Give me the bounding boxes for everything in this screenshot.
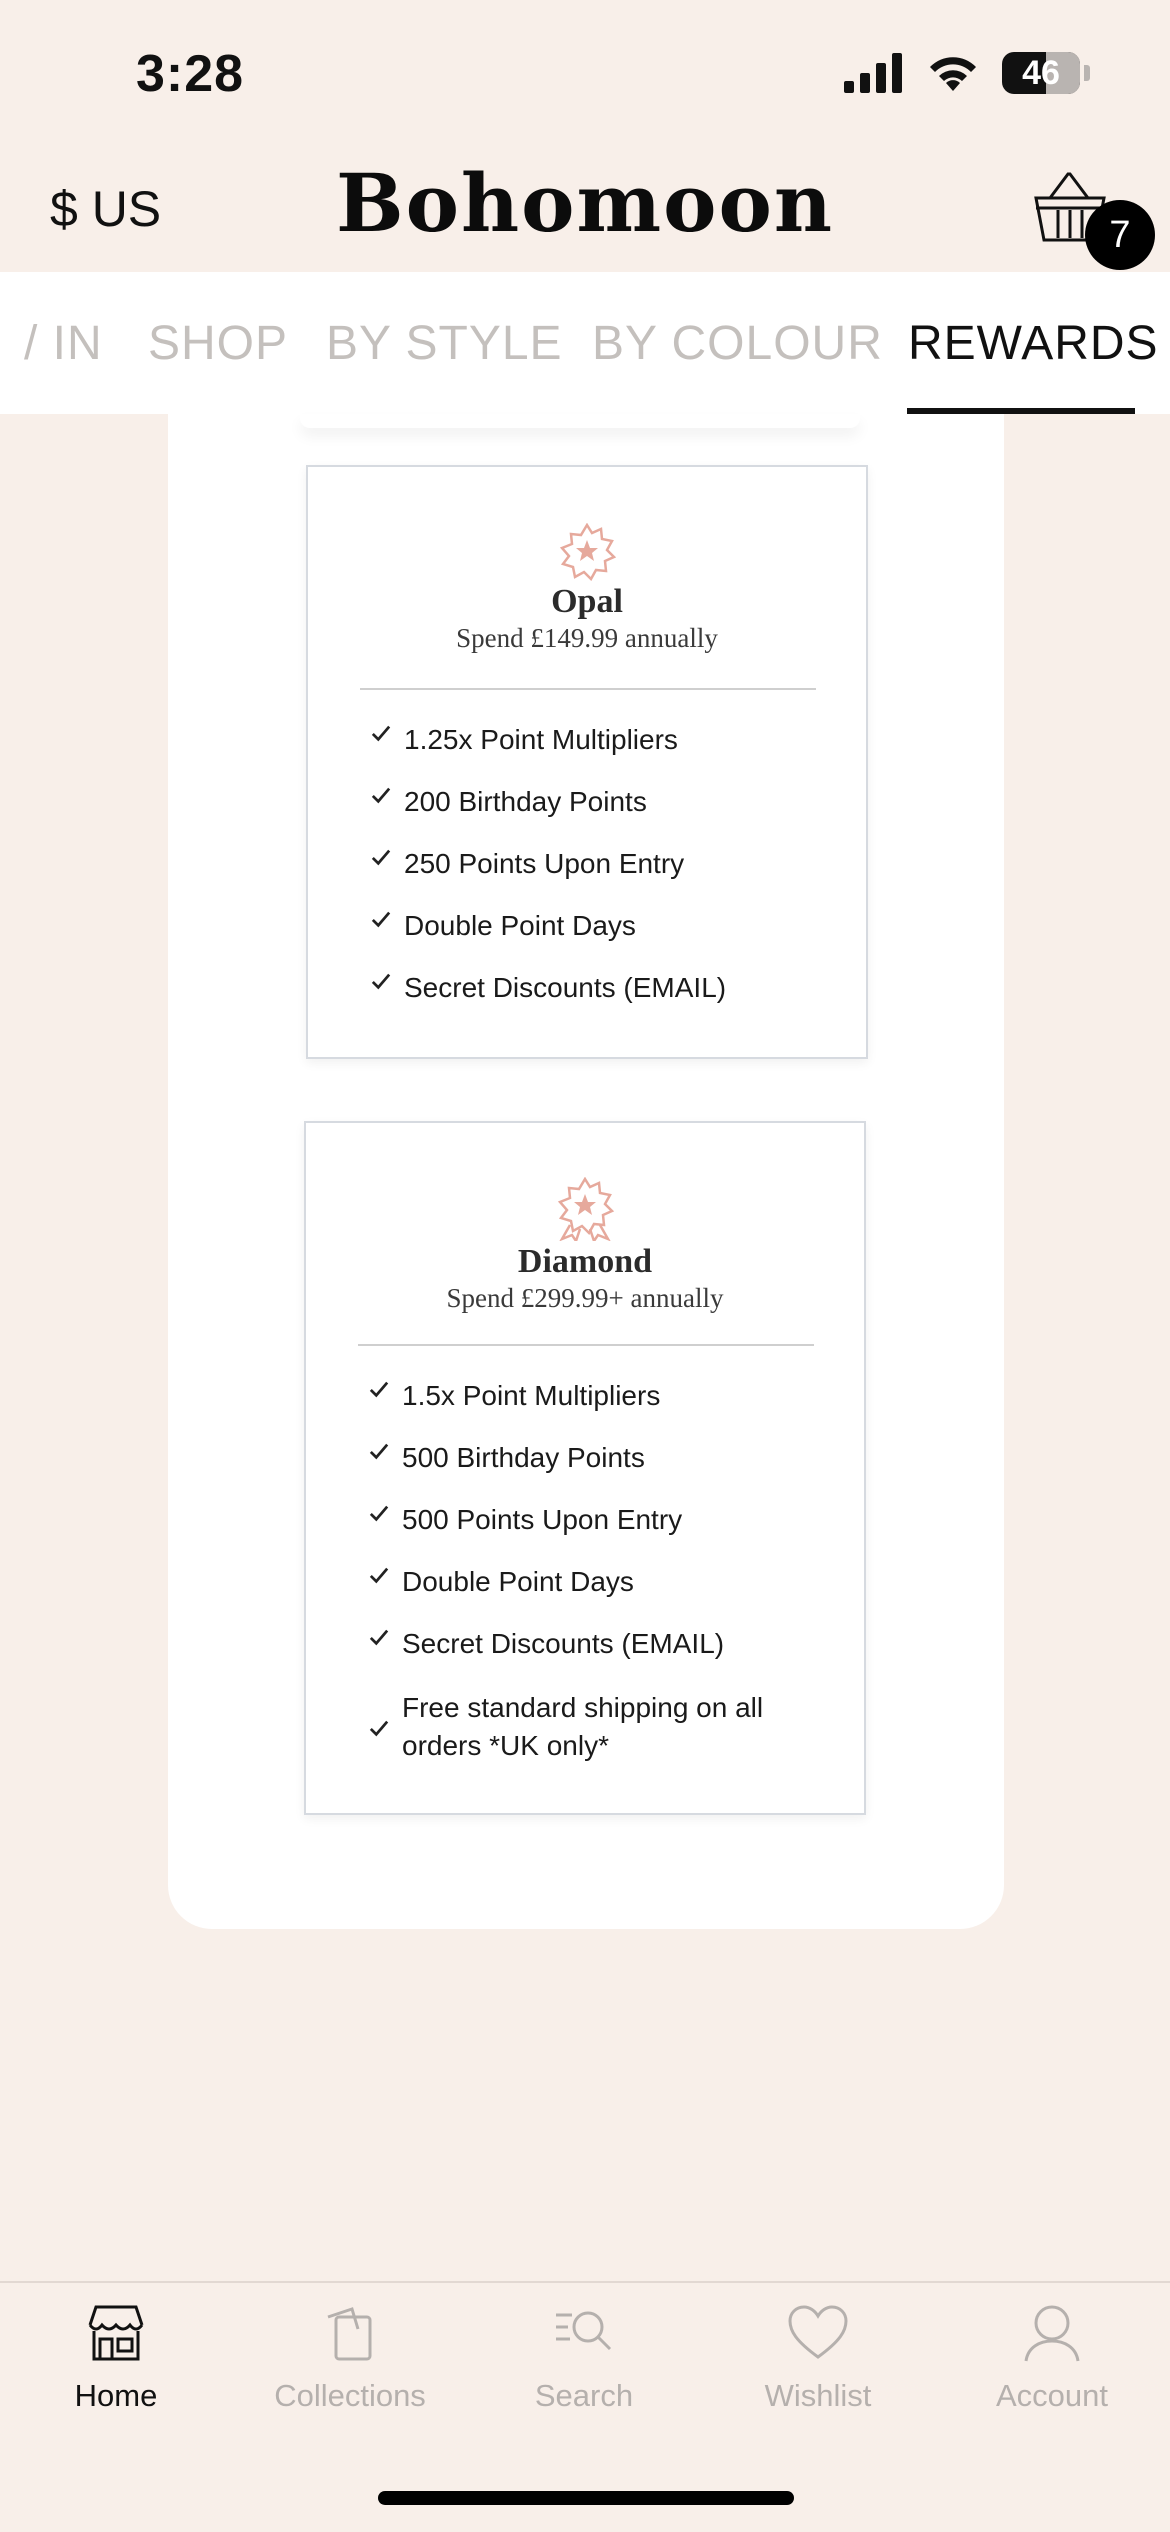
- nav-item-new-in[interactable]: / IN: [24, 317, 103, 370]
- tab-label: Search: [534, 2378, 634, 2413]
- perk-text: Secret Discounts (EMAIL): [402, 1628, 725, 1659]
- checkmark-icon: [356, 1716, 402, 1738]
- checkmark-icon: [358, 969, 404, 991]
- list-item: [358, 783, 726, 845]
- perk-text: Free standard shipping on all orders *UK only*: [402, 1692, 764, 1761]
- checkmark-icon: [358, 845, 404, 867]
- perk-text: 1.5x Point Multipliers: [402, 1380, 661, 1411]
- checkmark-icon: [358, 907, 404, 929]
- tier-spend: Spend £299.99+ annually: [446, 1283, 724, 1313]
- tier-divider: [360, 688, 816, 690]
- tab-home[interactable]: [16, 2303, 216, 2414]
- perk-text: Double Point Days: [404, 910, 636, 941]
- perk-text: 1.25x Point Multipliers: [404, 724, 678, 755]
- perk-list: [356, 1377, 816, 1767]
- tier-card-diamond: [304, 1121, 866, 1815]
- list-item: [356, 1625, 816, 1687]
- nav-item-by-style[interactable]: BY STYLE: [326, 317, 563, 370]
- tab-wishlist[interactable]: [718, 2303, 918, 2414]
- currency-selector[interactable]: $ US: [50, 181, 162, 237]
- status-bar: [0, 0, 1170, 150]
- perk-text: Secret Discounts (EMAIL): [404, 972, 727, 1003]
- search-icon: [552, 2303, 616, 2363]
- checkmark-icon: [356, 1625, 402, 1647]
- perk-text: 250 Points Upon Entry: [404, 848, 685, 879]
- person-icon: [1020, 2303, 1084, 2363]
- checkmark-icon: [356, 1439, 402, 1461]
- perk-text: 500 Birthday Points: [402, 1442, 645, 1473]
- badge-star-icon: [552, 1177, 618, 1241]
- nav-item-by-colour[interactable]: BY COLOUR: [592, 317, 883, 370]
- battery-icon: [1002, 52, 1080, 94]
- tier-card-opal: [306, 465, 868, 1059]
- battery-nub: [1084, 65, 1090, 81]
- list-item: [358, 845, 726, 907]
- perk-text: 500 Points Upon Entry: [402, 1504, 683, 1535]
- list-item: [358, 969, 726, 1031]
- list-item: [358, 721, 726, 783]
- list-item: [356, 1377, 816, 1439]
- storefront-icon: [84, 2303, 148, 2363]
- cart-count-badge[interactable]: 7: [1085, 200, 1155, 270]
- battery-level: 46: [1022, 53, 1060, 92]
- status-time: 3:28: [136, 45, 245, 103]
- list-item: [356, 1563, 816, 1625]
- tier-divider: [358, 1344, 814, 1346]
- checkmark-icon: [356, 1377, 402, 1399]
- checkmark-icon: [358, 783, 404, 805]
- tier-name: Diamond: [517, 1243, 653, 1280]
- tab-label: Home: [74, 2378, 158, 2413]
- status-icons: [844, 52, 1090, 94]
- wifi-icon: [926, 53, 980, 93]
- perk-list: [358, 721, 726, 1031]
- checkmark-icon: [356, 1563, 402, 1585]
- list-item: [356, 1439, 816, 1501]
- list-item: [358, 907, 726, 969]
- perk-text: Double Point Days: [402, 1566, 634, 1597]
- tier-name: Opal: [551, 583, 623, 620]
- cellular-signal-icon: [844, 53, 904, 93]
- checkmark-icon: [358, 721, 404, 743]
- tab-account[interactable]: [952, 2303, 1152, 2414]
- collections-icon: [318, 2303, 382, 2363]
- tab-collections[interactable]: [250, 2303, 450, 2414]
- heart-icon: [786, 2303, 850, 2363]
- brand-logo[interactable]: Bohomoon: [335, 156, 835, 250]
- previous-tier-card-edge: [300, 414, 860, 428]
- badge-star-icon: [558, 523, 616, 581]
- perk-text: 200 Birthday Points: [404, 786, 647, 817]
- list-item: [356, 1687, 816, 1767]
- category-nav: [0, 272, 1170, 414]
- tab-search[interactable]: [484, 2303, 684, 2414]
- nav-item-rewards[interactable]: REWARDS: [908, 317, 1159, 370]
- app-header: [0, 150, 1170, 272]
- list-item: [356, 1501, 816, 1563]
- tab-label: Collections: [274, 2378, 426, 2413]
- tab-label: Wishlist: [764, 2378, 872, 2413]
- tab-label: Account: [995, 2378, 1108, 2413]
- home-indicator[interactable]: [378, 2491, 794, 2505]
- nav-item-shop[interactable]: SHOP: [148, 317, 289, 370]
- checkmark-icon: [356, 1501, 402, 1523]
- tier-spend: Spend £149.99 annually: [456, 623, 718, 653]
